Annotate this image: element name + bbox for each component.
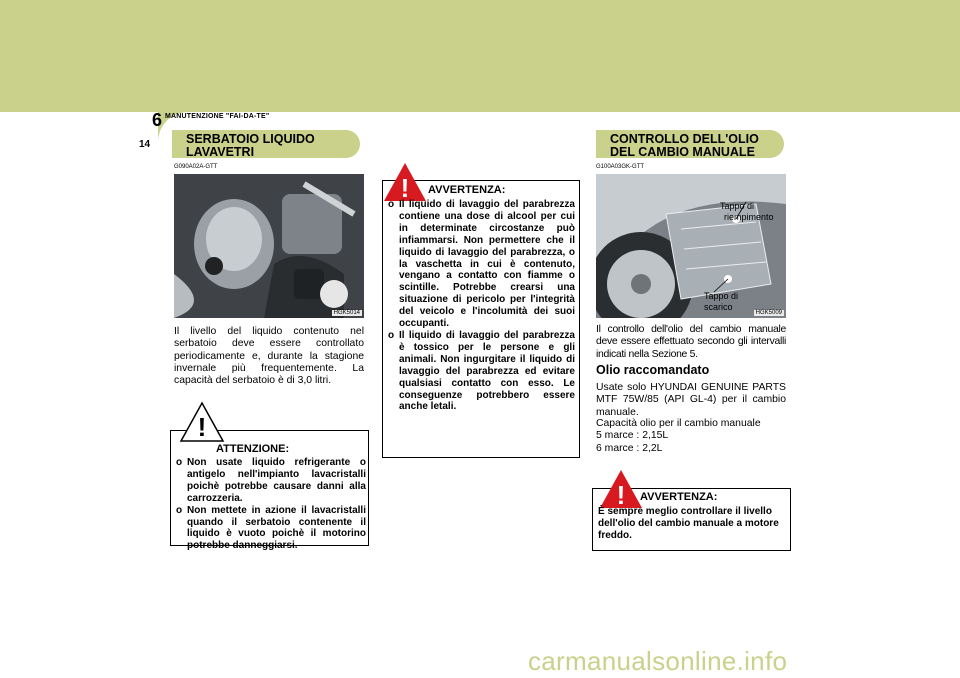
footer-watermark: carmanualsonline.info bbox=[528, 646, 788, 676]
warning-triangle-icon bbox=[179, 401, 225, 443]
caution-item-text: Non usate liquido refrigerante o antigelo nell'impianto lavacristalli poichè potrebbe causare danni alla carrozzeria. bbox=[187, 457, 366, 504]
fill-plug-label bbox=[720, 201, 774, 223]
engine-illustration bbox=[174, 174, 364, 318]
heading-line-2: LAVAVETRI bbox=[186, 145, 255, 159]
svg-text:!: ! bbox=[616, 480, 626, 510]
label-line: Tappo di bbox=[704, 291, 739, 301]
drain-plug-label bbox=[704, 291, 738, 313]
heading-line-1: SERBATOIO LIQUIDO bbox=[186, 132, 315, 146]
caution-list bbox=[176, 457, 366, 552]
washer-warning-title: AVVERTENZA: bbox=[428, 184, 506, 196]
bullet: o bbox=[388, 329, 395, 341]
warning-item bbox=[388, 330, 575, 413]
photo-code: HGK5009 bbox=[755, 310, 782, 316]
bullet: o bbox=[176, 457, 183, 468]
header-band bbox=[0, 0, 960, 112]
section-heading-washer bbox=[172, 130, 360, 158]
photo-code: HGK5014 bbox=[333, 310, 360, 316]
section-code: G100A03GK-GTT bbox=[596, 164, 645, 170]
caution-item bbox=[176, 457, 366, 505]
oil-subheading: Olio raccomandato bbox=[596, 363, 710, 377]
svg-text:!: ! bbox=[197, 412, 207, 442]
engine-bay-photo bbox=[174, 174, 364, 318]
svg-text:!: ! bbox=[400, 173, 410, 203]
warning-item bbox=[388, 199, 575, 330]
caution-item-text: Non mettete in azione il lavacristalli quando il serbatoio contenente il liquido è vuoto poichè il motorino potrebbe danneggiarsi. bbox=[187, 504, 366, 552]
label-line: Tappo di bbox=[720, 201, 755, 211]
gearbox-warning-text: È sempre meglio controllare il livello dell'olio del cambio manuale a motore freddo. bbox=[598, 506, 779, 541]
capacity-line: 5 marce : 2,15L bbox=[596, 430, 669, 442]
caution-item bbox=[176, 505, 366, 553]
capacity-line: 6 marce : 2,2L bbox=[596, 442, 663, 454]
washer-body-text: Il livello del liquido contenuto nel serbatoio deve essere controllato periodicamente e, durante la stagione invernale più frequentemente. La capacità del serbatoio è di 3,0 litri. bbox=[174, 326, 364, 387]
warning-triangle-icon bbox=[382, 161, 428, 203]
washer-warning-list bbox=[388, 199, 575, 413]
label-line: scarico bbox=[704, 302, 733, 312]
capacity-line: Capacità olio per il cambio manuale bbox=[596, 418, 761, 429]
page-number: 14 bbox=[139, 139, 151, 150]
capacity-text bbox=[596, 418, 786, 455]
chapter-number: 6 bbox=[152, 110, 163, 130]
gearbox-illustration bbox=[596, 174, 786, 318]
warning-item-text: Il liquido di lavaggio del parabrezza contiene una dose di alcool per cui in determinate circostanze può infiammarsi. Non permettere che il liquido di lavaggio del parabrezza, o la vaschetta in cui è contenuto, vengano a contatto con fiamme o scintille. Potrebbe crearsi una situazione di pericolo per l'integrità del veicolo e l'incolumità dei suoi occupanti. bbox=[399, 199, 575, 330]
oil-text: Usate solo HYUNDAI GENUINE PARTS MTF 75W/85 (API GL-4) per il cambio manuale. bbox=[596, 382, 786, 418]
warning-item-text: Il liquido di lavaggio del parabrezza è tossico per le persone e gli animali. Non ingurgitare il liquido di lavaggio del parabrezza ed evitare qualsiasi contatto con esso. Le conseguenze potrebbero essere anche letali. bbox=[399, 329, 575, 413]
gearbox-body-text: Il controllo dell'olio del cambio manuale deve essere effettuato secondo gli intervalli indicati nella Sezione 5. bbox=[596, 324, 786, 360]
heading-line-2: DEL CAMBIO MANUALE bbox=[610, 145, 755, 159]
caution-title: ATTENZIONE: bbox=[216, 443, 290, 455]
gearbox-photo bbox=[596, 174, 786, 318]
bullet: o bbox=[388, 199, 395, 210]
warning-triangle-icon bbox=[598, 468, 644, 510]
gearbox-warning-title: AVVERTENZA: bbox=[640, 491, 718, 503]
chapter-title: MANUTENZIONE "FAI-DA-TE" bbox=[165, 113, 270, 120]
section-heading-gearbox bbox=[596, 130, 784, 158]
section-code: G090A02A-GTT bbox=[174, 164, 218, 170]
bullet: o bbox=[176, 504, 183, 516]
heading-line-1: CONTROLLO DELL'OLIO bbox=[610, 132, 759, 146]
label-line: riempimento bbox=[724, 212, 774, 222]
